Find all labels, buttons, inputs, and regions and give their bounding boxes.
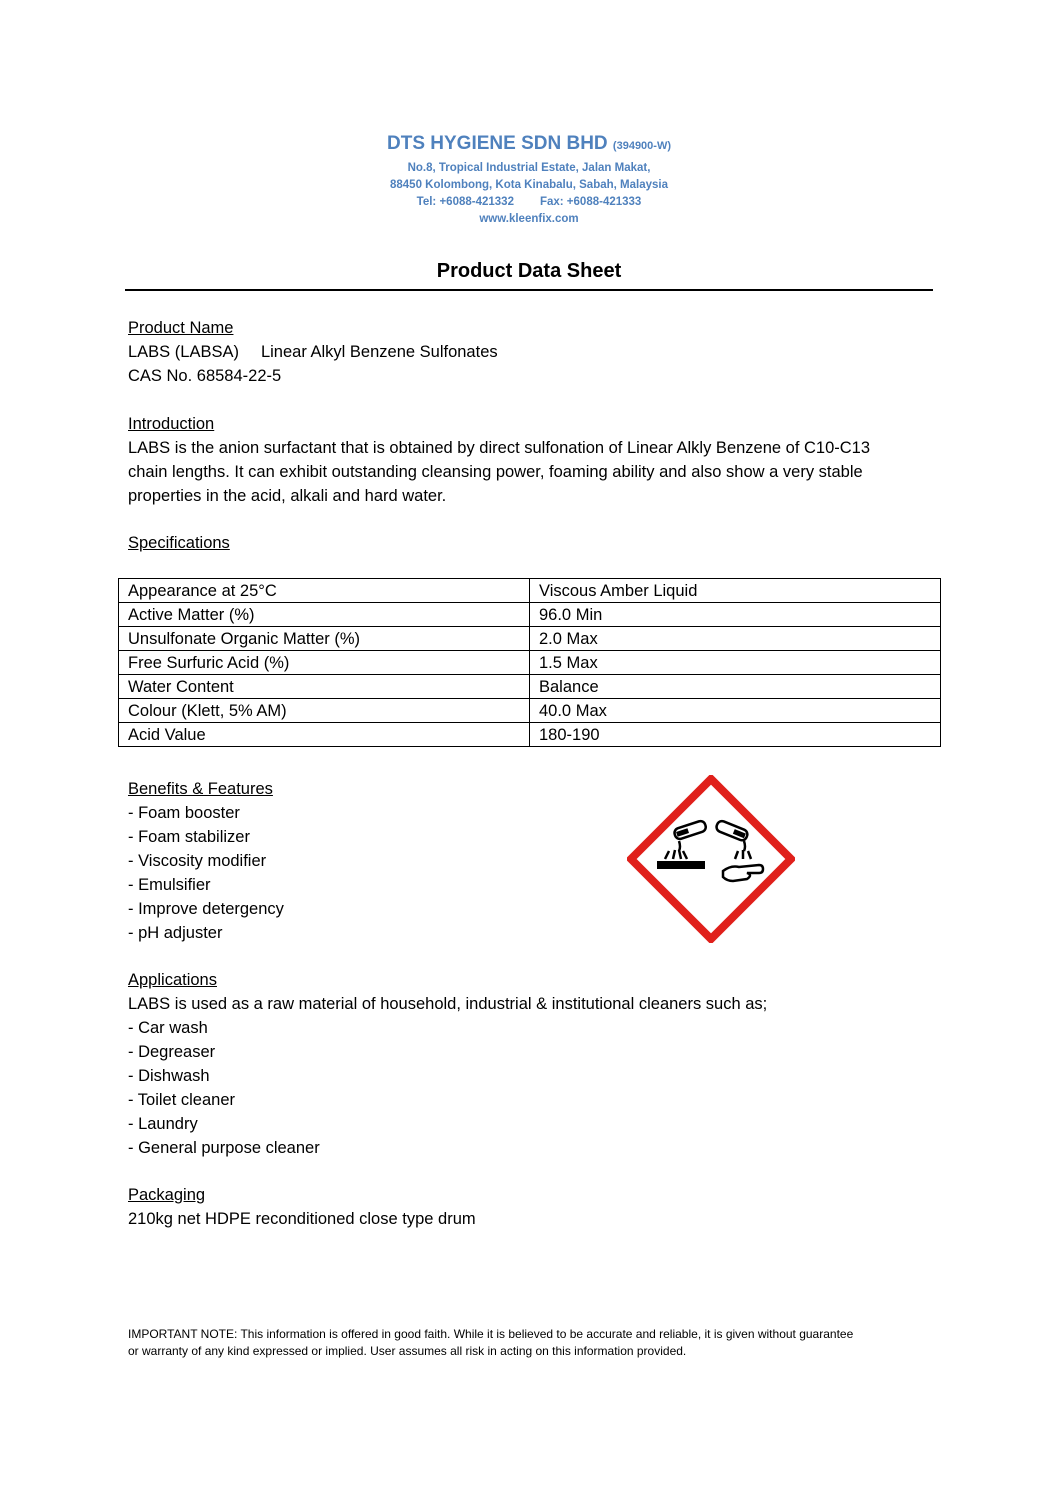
spec-property: Free Surfuric Acid (%) — [119, 651, 530, 675]
list-item: - Laundry — [128, 1115, 198, 1133]
introduction-heading: Introduction — [128, 415, 215, 433]
table-row — [119, 627, 941, 651]
spec-value: 2.0 Max — [530, 627, 941, 651]
spec-value: Balance — [530, 675, 941, 699]
table-row — [119, 603, 941, 627]
product-section — [128, 316, 498, 388]
table-row — [119, 579, 941, 603]
list-item: - Viscosity modifier — [128, 852, 267, 870]
important-note — [128, 1326, 928, 1360]
list-item: - Toilet cleaner — [128, 1091, 236, 1109]
spec-value: 96.0 Min — [530, 603, 941, 627]
introduction-line: chain lengths. It can exhibit outstanding cleansing power, foaming ability and also show a very stable — [128, 463, 863, 481]
list-item: - Foam booster — [128, 804, 240, 822]
benefits-section — [128, 777, 284, 945]
packaging-section — [128, 1183, 476, 1231]
introduction-section — [128, 412, 870, 508]
spec-value: 1.5 Max — [530, 651, 941, 675]
spec-value: Viscous Amber Liquid — [530, 579, 941, 603]
table-row — [119, 651, 941, 675]
table-row — [119, 699, 941, 723]
corrosive-pictogram-icon — [627, 775, 795, 943]
table-row — [119, 723, 941, 747]
product-heading: Product Name — [128, 319, 234, 337]
product-cas: CAS No. 68584-22-5 — [128, 367, 282, 385]
list-item: - Car wash — [128, 1019, 208, 1037]
important-note-line: or warranty of any kind expressed or implied. User assumes all risk in acting on this information provided. — [128, 1344, 687, 1358]
list-item: - Foam stabilizer — [128, 828, 250, 846]
company-contact — [0, 194, 1058, 211]
applications-intro: LABS is used as a raw material of household, industrial & institutional cleaners such as; — [128, 995, 768, 1013]
list-item: - General purpose cleaner — [128, 1139, 320, 1157]
list-item: - Degreaser — [128, 1043, 216, 1061]
specifications-heading: Specifications — [128, 534, 230, 552]
company-address-line1: No.8, Tropical Industrial Estate, Jalan Makat, — [407, 162, 651, 174]
product-full-name: Linear Alkyl Benzene Sulfonates — [260, 343, 498, 361]
spec-value: 40.0 Max — [530, 699, 941, 723]
spec-property: Water Content — [119, 675, 530, 699]
packaging-heading: Packaging — [128, 1186, 206, 1204]
table-row — [119, 675, 941, 699]
benefits-heading: Benefits & Features — [128, 780, 273, 798]
list-item: - pH adjuster — [128, 924, 223, 942]
spec-value: 180-190 — [530, 723, 941, 747]
introduction-line: properties in the acid, alkali and hard water. — [128, 487, 447, 505]
spec-property: Unsulfonate Organic Matter (%) — [119, 627, 530, 651]
spec-property: Active Matter (%) — [119, 603, 530, 627]
specifications-table — [118, 578, 941, 747]
spec-property: Appearance at 25°C — [119, 579, 530, 603]
list-item: - Improve detergency — [128, 900, 284, 918]
company-header — [0, 130, 1058, 228]
title-divider — [125, 289, 933, 291]
company-name: DTS HYGIENE SDN BHD — [387, 133, 608, 154]
specifications-section — [128, 531, 230, 555]
spec-property: Colour (Klett, 5% AM) — [119, 699, 530, 723]
introduction-line: LABS is the anion surfactant that is obtained by direct sulfonation of Linear Alkly Benzene of C10-C13 — [128, 439, 871, 457]
spec-property: Acid Value — [119, 723, 530, 747]
company-website: www.kleenfix.com — [479, 213, 579, 225]
company-tel: Tel: +6088-421332 — [416, 196, 514, 208]
applications-section — [128, 968, 767, 1160]
company-fax: Fax: +6088-421333 — [539, 196, 642, 208]
list-item: - Emulsifier — [128, 876, 211, 894]
applications-heading: Applications — [128, 971, 217, 989]
company-address-line2: 88450 Kolombong, Kota Kinabalu, Sabah, Malaysia — [390, 179, 668, 191]
product-short-name: LABS (LABSA) — [128, 343, 239, 361]
list-item: - Dishwash — [128, 1067, 210, 1085]
page-title: Product Data Sheet — [436, 260, 622, 282]
packaging-text: 210kg net HDPE reconditioned close type drum — [128, 1210, 476, 1228]
company-reg-no: (394900-W) — [612, 140, 671, 152]
important-note-line: IMPORTANT NOTE: This information is offered in good faith. While it is believed to be accurate and reliable, it is given without guarantee — [128, 1327, 854, 1341]
